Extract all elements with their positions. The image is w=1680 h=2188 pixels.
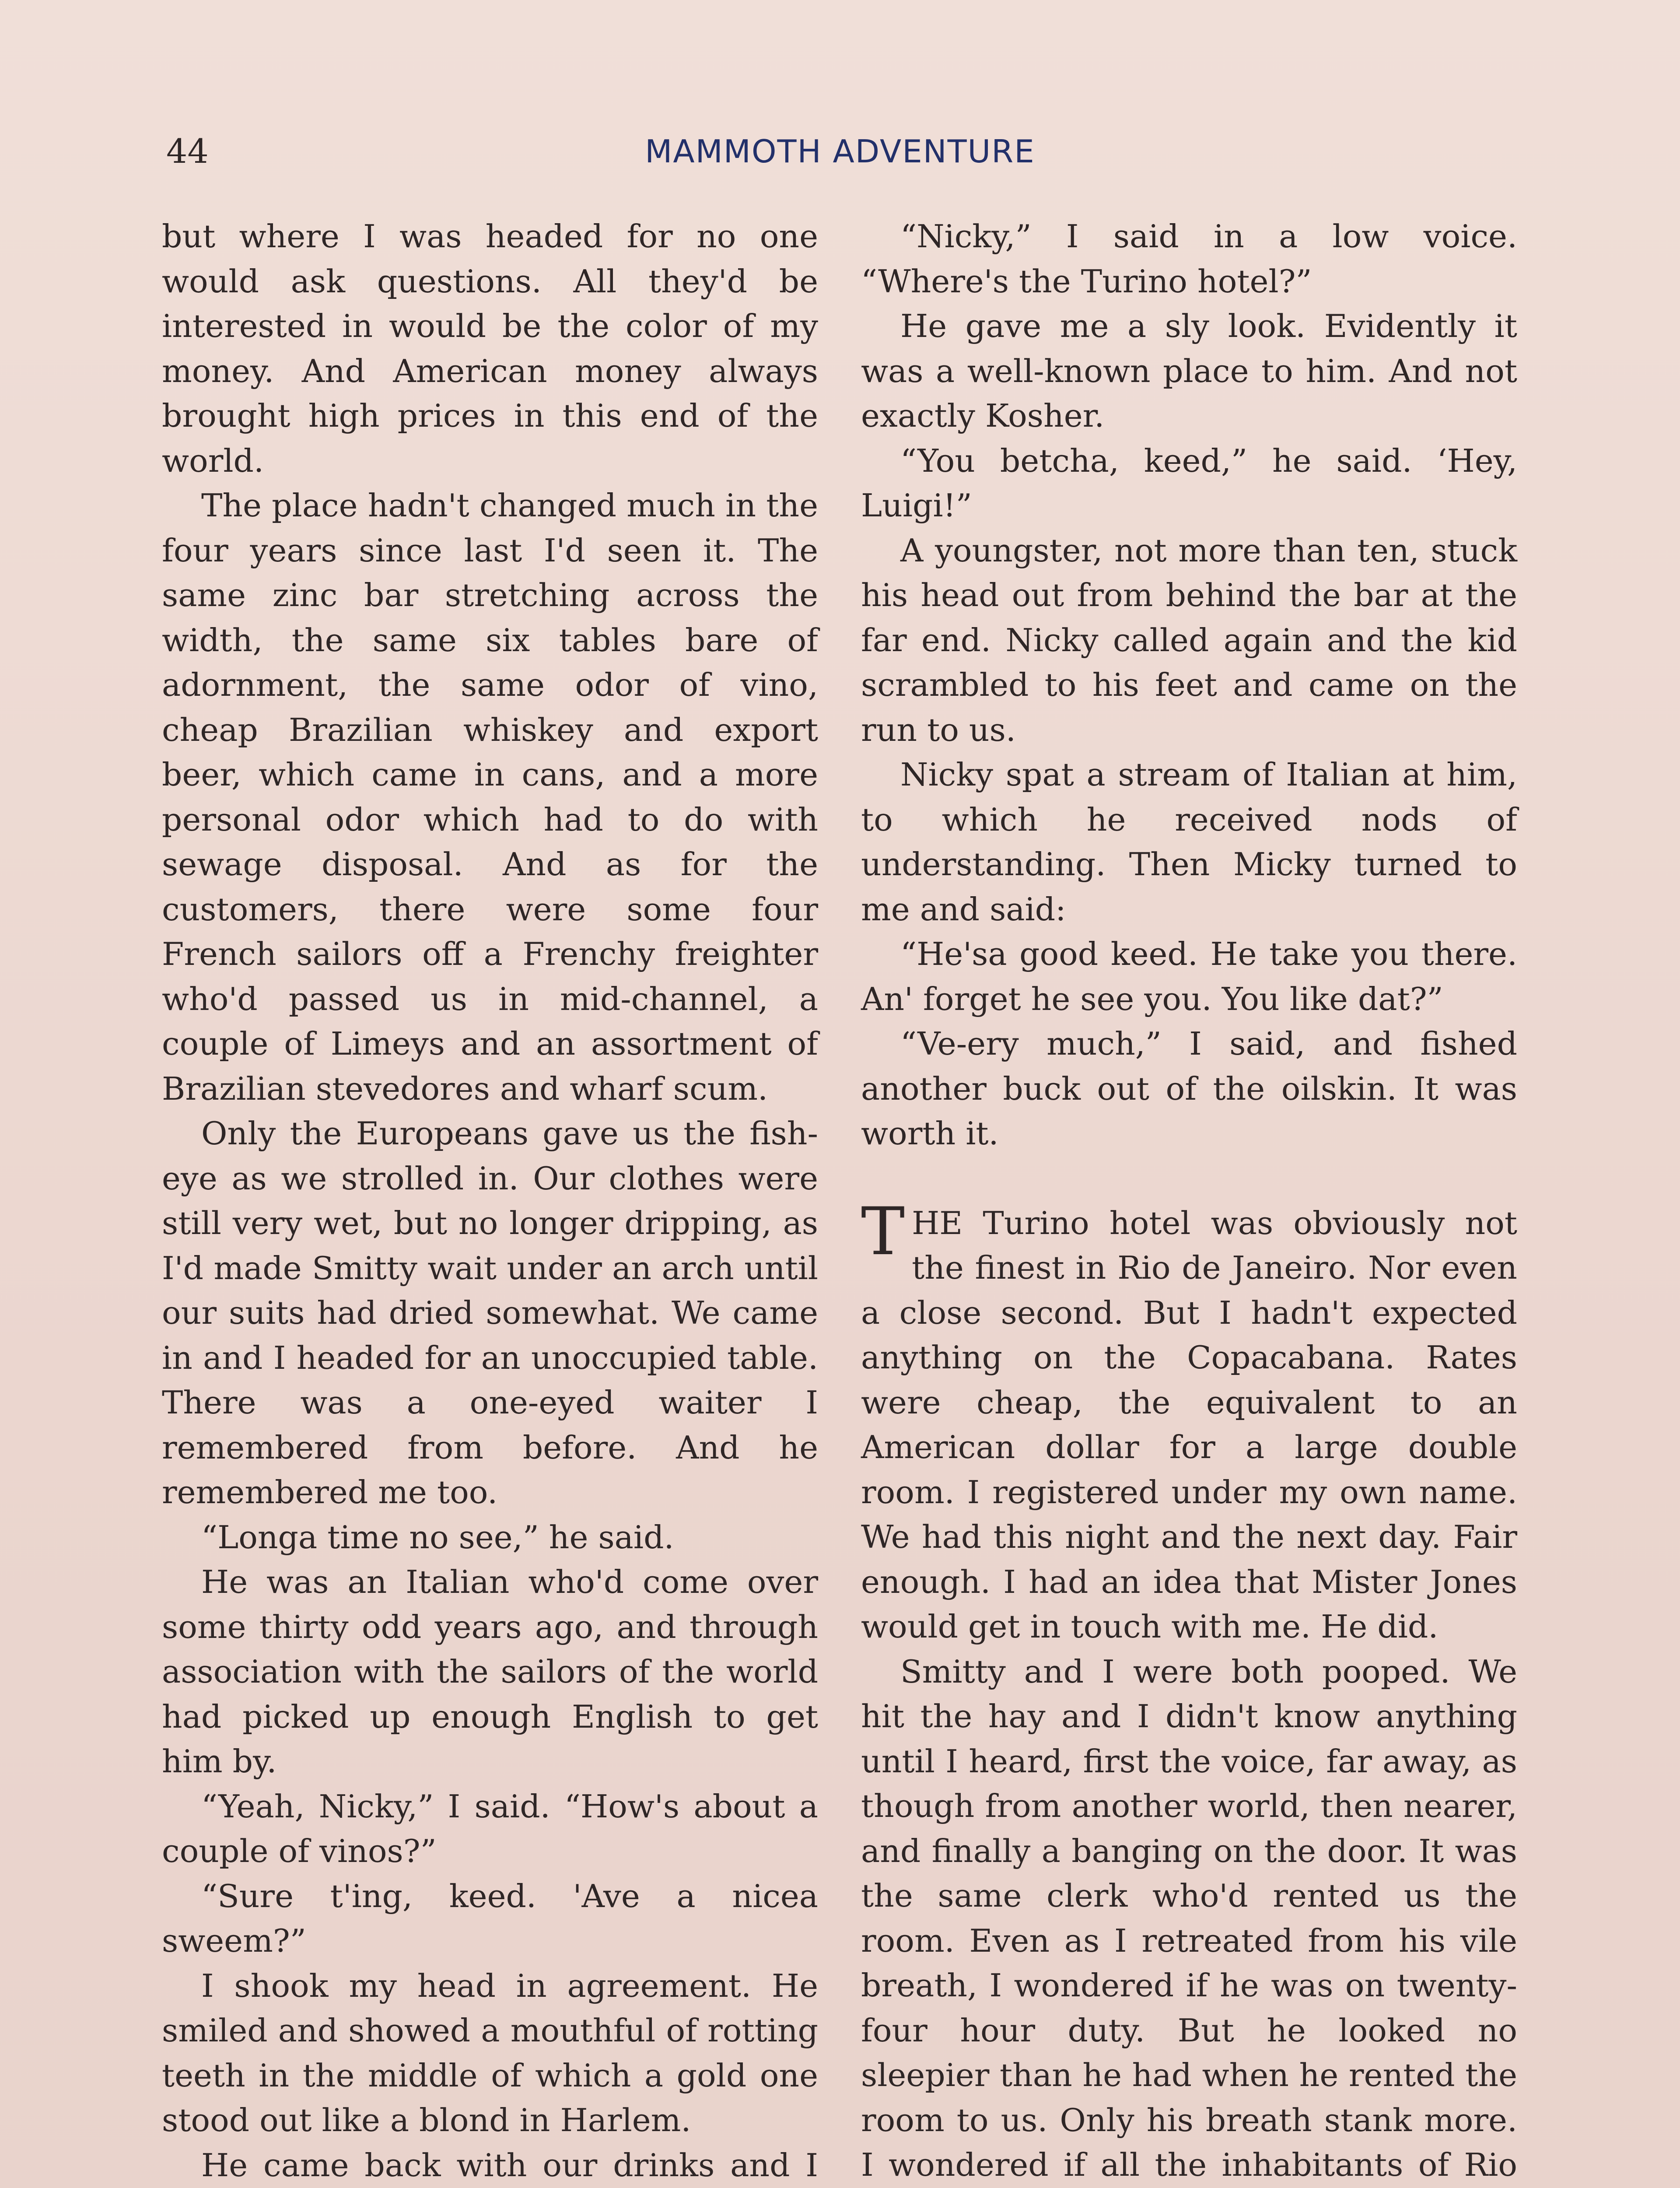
paragraph: The place hadn't changed much in the four years since last I'd seen it. The same zinc bar stretching across the width, the same six tables bare of adornment, the same odor of vino, cheap Brazilian whiskey and export beer, which came in cans, and a more personal odor which had to do with sewage disposal. And as for the customers, there were some four French sailors off a Frenchy freighter who'd passed us in mid-channel, a couple of Limeys and an assortment of Brazilian stevedores and wharf scum. xyxy=(162,487,818,1108)
paragraph: He came back with our drinks and I xyxy=(201,2147,818,2184)
paragraph: “Sure t'ing, keed. 'Ave a nicea sweem?” xyxy=(162,1878,818,1960)
paragraph: “Yeah, Nicky,” I said. “How's about a couple of vinos?” xyxy=(162,1788,818,1870)
right-column xyxy=(861,214,1517,2188)
paragraph: Smitty and I were both pooped. We hit the hay and I didn't know anything until I heard, first the voice, far away, as though from another world, then nearer, and finally a banging on the door. It was the same clerk who'd rented us the room. Even as I retreated from his vile breath, I wondered if he was on twenty-four hour duty. But he looked no sleepier than he had when he rented the room to us. Only his breath stank more. I wondered if all the inhabitants of Rio xyxy=(861,1653,1517,2184)
paragraph: “Nicky,” I said in a low voice. “Where's the Turino hotel?” xyxy=(861,218,1517,300)
paragraph: “You betcha, keed,” he said. ‘Hey, Luigi!” xyxy=(861,442,1517,524)
page-header xyxy=(166,130,1514,178)
paragraph: “Longa time no see,” he said. xyxy=(201,1519,674,1556)
left-column xyxy=(162,214,818,2188)
paragraph: I shook my head in agreement. He smiled and showed a mouthful of rotting teeth in the middle of which a gold one stood out like a blond in Harlem. xyxy=(162,1967,818,2139)
section-opening-paragraph xyxy=(861,1193,1517,1650)
paragraph: A youngster, not more than ten, stuck his head out from behind the bar at the far end. Nicky called again and the kid scrambled to his feet and came on the run to us. xyxy=(861,532,1517,749)
section-opening-text: HE Turino hotel was obviously not the finest in Rio de Janeiro. Nor even a close second. But I hadn't expected anything on the Copacabana. Rates were cheap, the equivalent to an American dollar for a large double room. I registered under my own name. We had this night and the next day. Fair enough. I had an idea that Mister Jones would get in touch with me. He did. xyxy=(861,1205,1517,1645)
paragraph: Only the Europeans gave us the fish-eye as we strolled in. Our clothes were still very wet, but no longer dripping, as I'd made Smitty wait under an arch until our suits had dried somewhat. We came in and I headed for an unoccupied table. There was a one-eyed waiter I remembered from before. And he remembered me too. xyxy=(162,1115,818,1511)
paragraph: “Ve-ery much,” I said, and fished another buck out of the oilskin. It was worth it. xyxy=(861,1026,1517,1152)
paragraph: but where I was headed for no one would ask questions. All they'd be interested in would be the color of my money. And American money always brought high prices in this end of the world. xyxy=(162,218,818,480)
running-title: MAMMOTH ADVENTURE xyxy=(645,133,1035,170)
page-number: 44 xyxy=(166,132,209,171)
paragraph: He was an Italian who'd come over some thirty odd years ago, and through association with the sailors of the world had picked up enough English to get him by. xyxy=(162,1564,818,1780)
paragraph: “He'sa good keed. He take you there. An' forget he see you. You like dat?” xyxy=(861,936,1517,1018)
paragraph: Nicky spat a stream of Italian at him, to which he received nods of understanding. Then Micky turned to me and said: xyxy=(861,757,1517,928)
drop-cap: T xyxy=(861,1193,905,1270)
paragraph: He gave me a sly look. Evidently it was a well-known place to him. And not exactly Kosher. xyxy=(861,308,1517,435)
